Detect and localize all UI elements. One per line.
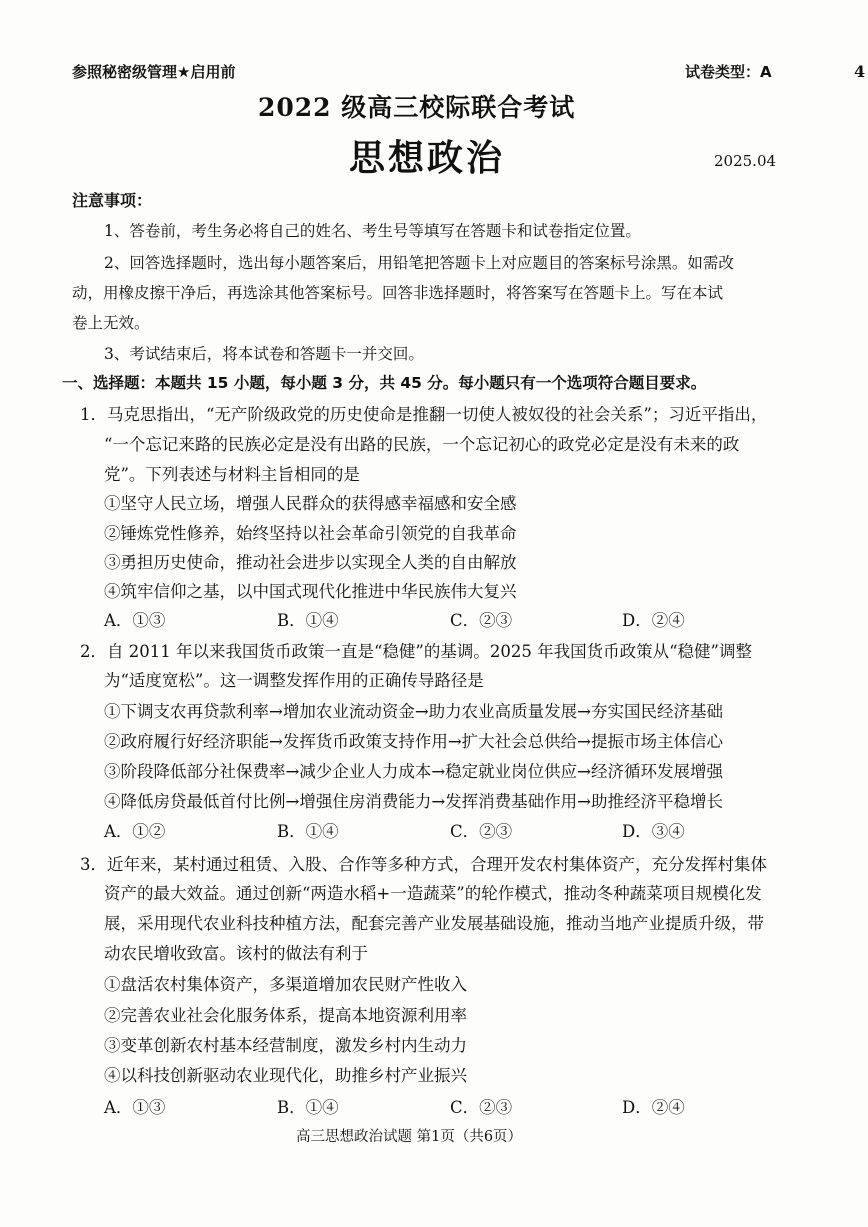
q2-statement-3: ③阶段降低部分社保费率→减少企业人力成本→稳定就业岗位供应→经济循环发展增强 (104, 762, 723, 781)
q1-statement-4: ④筑牢信仰之基，以中国式现代化推进中华民族伟大复兴 (104, 582, 517, 601)
q2-statement-2: ②政府履行好经济职能→发挥货币政策支持作用→扩大社会总供给→提振市场主体信心 (104, 732, 723, 751)
q1-stem-line-2: “一个忘记来路的民族必定是没有出路的民族，一个忘记初心的政党必定是没有未来的政 (104, 435, 740, 454)
q3-stem-line-4: 动农民增收致富。该村的做法有利于 (104, 944, 368, 963)
q1-statement-1: ①坚守人民立场，增强人民群众的获得感幸福感和安全感 (104, 494, 517, 513)
q2-option-b: B．①④ (277, 822, 339, 841)
q1-option-a: A．①③ (104, 611, 166, 630)
q3-statement-3: ③变革创新农村基本经营制度，激发乡村内生动力 (104, 1036, 467, 1055)
subject-title: 思想政治 (349, 138, 506, 179)
q3-stem-line-3: 展，采用现代农业科技种植方法，配套完善产业发展基础设施，推动当地产业提质升级，带 (104, 914, 764, 933)
q1-stem-line-3: 党”。下列表述与材料主旨相同的是 (104, 465, 360, 484)
q2-statement-4: ④降低房贷最低首付比例→增强住房消费能力→发挥消费基础作用→助推经济平稳增长 (104, 792, 723, 811)
note-2-line-1: 2、回答选择题时，选出每小题答案后，用铅笔把答题卡上对应题目的答案标号涂黑。如需改 (104, 254, 734, 272)
q3-stem-line-1: 3．近年来，某村通过租赁、入股、合作等多种方式，合理开发农村集体资产，充分发挥村集体 (80, 855, 767, 874)
exam-subtitle: 2022 级高三校际联合考试 (258, 93, 576, 122)
q3-option-b: B．①④ (277, 1098, 339, 1117)
corner-mark: 4 (854, 62, 866, 81)
note-2-line-2: 动，用橡皮擦干净后，再选涂其他答案标号。回答非选择题时，将答案写在答题卡上。写在本试 (72, 284, 724, 302)
notes-heading: 注意事项： (72, 191, 153, 210)
q2-option-a: A．①② (104, 822, 166, 841)
q1-option-c: C．②③ (450, 611, 513, 630)
q1-statement-3: ③勇担历史使命，推动社会进步以实现全人类的自由解放 (104, 553, 517, 572)
note-3: 3、考试结束后，将本试卷和答题卡一并交回。 (104, 345, 424, 363)
q2-stem-line-1: 2．自 2011 年以来我国货币政策一直是“稳健”的基调。2025 年我国货币政策从“稳健”调整 (80, 642, 752, 661)
q3-statement-1: ①盘活农村集体资产，多渠道增加农民财产性收入 (104, 975, 467, 994)
q1-statement-2: ②锤炼党性修养，始终坚持以社会革命引领党的自我革命 (104, 524, 517, 543)
q1-option-b: B．①④ (277, 611, 339, 630)
q2-statement-1: ①下调支农再贷款利率→增加农业流动资金→助力农业高质量发展→夯实国民经济基础 (104, 702, 723, 721)
secrecy-label: 参照秘密级管理★启用前 (72, 63, 236, 81)
q2-option-d: D．③④ (622, 822, 685, 841)
q1-option-d: D．②④ (622, 611, 685, 630)
note-1: 1、答卷前，考生务必将自己的姓名、考生号等填写在答题卡和试卷指定位置。 (104, 222, 641, 240)
q3-stem-line-2: 资产的最大效益。通过创新“两造水稻+一造蔬菜”的轮作模式，推动冬种蔬菜项目规模化发 (104, 884, 762, 903)
q3-option-c: C．②③ (450, 1098, 513, 1117)
q3-statement-4: ④以科技创新驱动农业现代化，助推乡村产业振兴 (104, 1066, 467, 1085)
q3-statement-2: ②完善农业社会化服务体系，提高本地资源利用率 (104, 1006, 467, 1025)
q1-stem-line-1: 1．马克思指出，“无产阶级政党的历史使命是推翻一切使人被奴役的社会关系”；习近平指出， (80, 405, 768, 424)
q2-option-c: C．②③ (450, 822, 513, 841)
q3-option-a: A．①③ (104, 1098, 166, 1117)
section-heading: 一、选择题：本题共 15 小题，每小题 3 分，共 45 分。每小题只有一个选项符合题目要求。 (62, 374, 707, 392)
exam-date: 2025.04 (714, 152, 777, 170)
q2-stem-line-2: 为“适度宽松”。这一调整发挥作用的正确传导路径是 (104, 671, 484, 690)
q3-option-d: D．②④ (622, 1098, 685, 1117)
paper-type-label: 试卷类型：A (685, 63, 772, 81)
page-footer: 高三思想政治试题 第1页（共6页） (296, 1129, 523, 1145)
note-2-line-3: 卷上无效。 (72, 314, 150, 332)
